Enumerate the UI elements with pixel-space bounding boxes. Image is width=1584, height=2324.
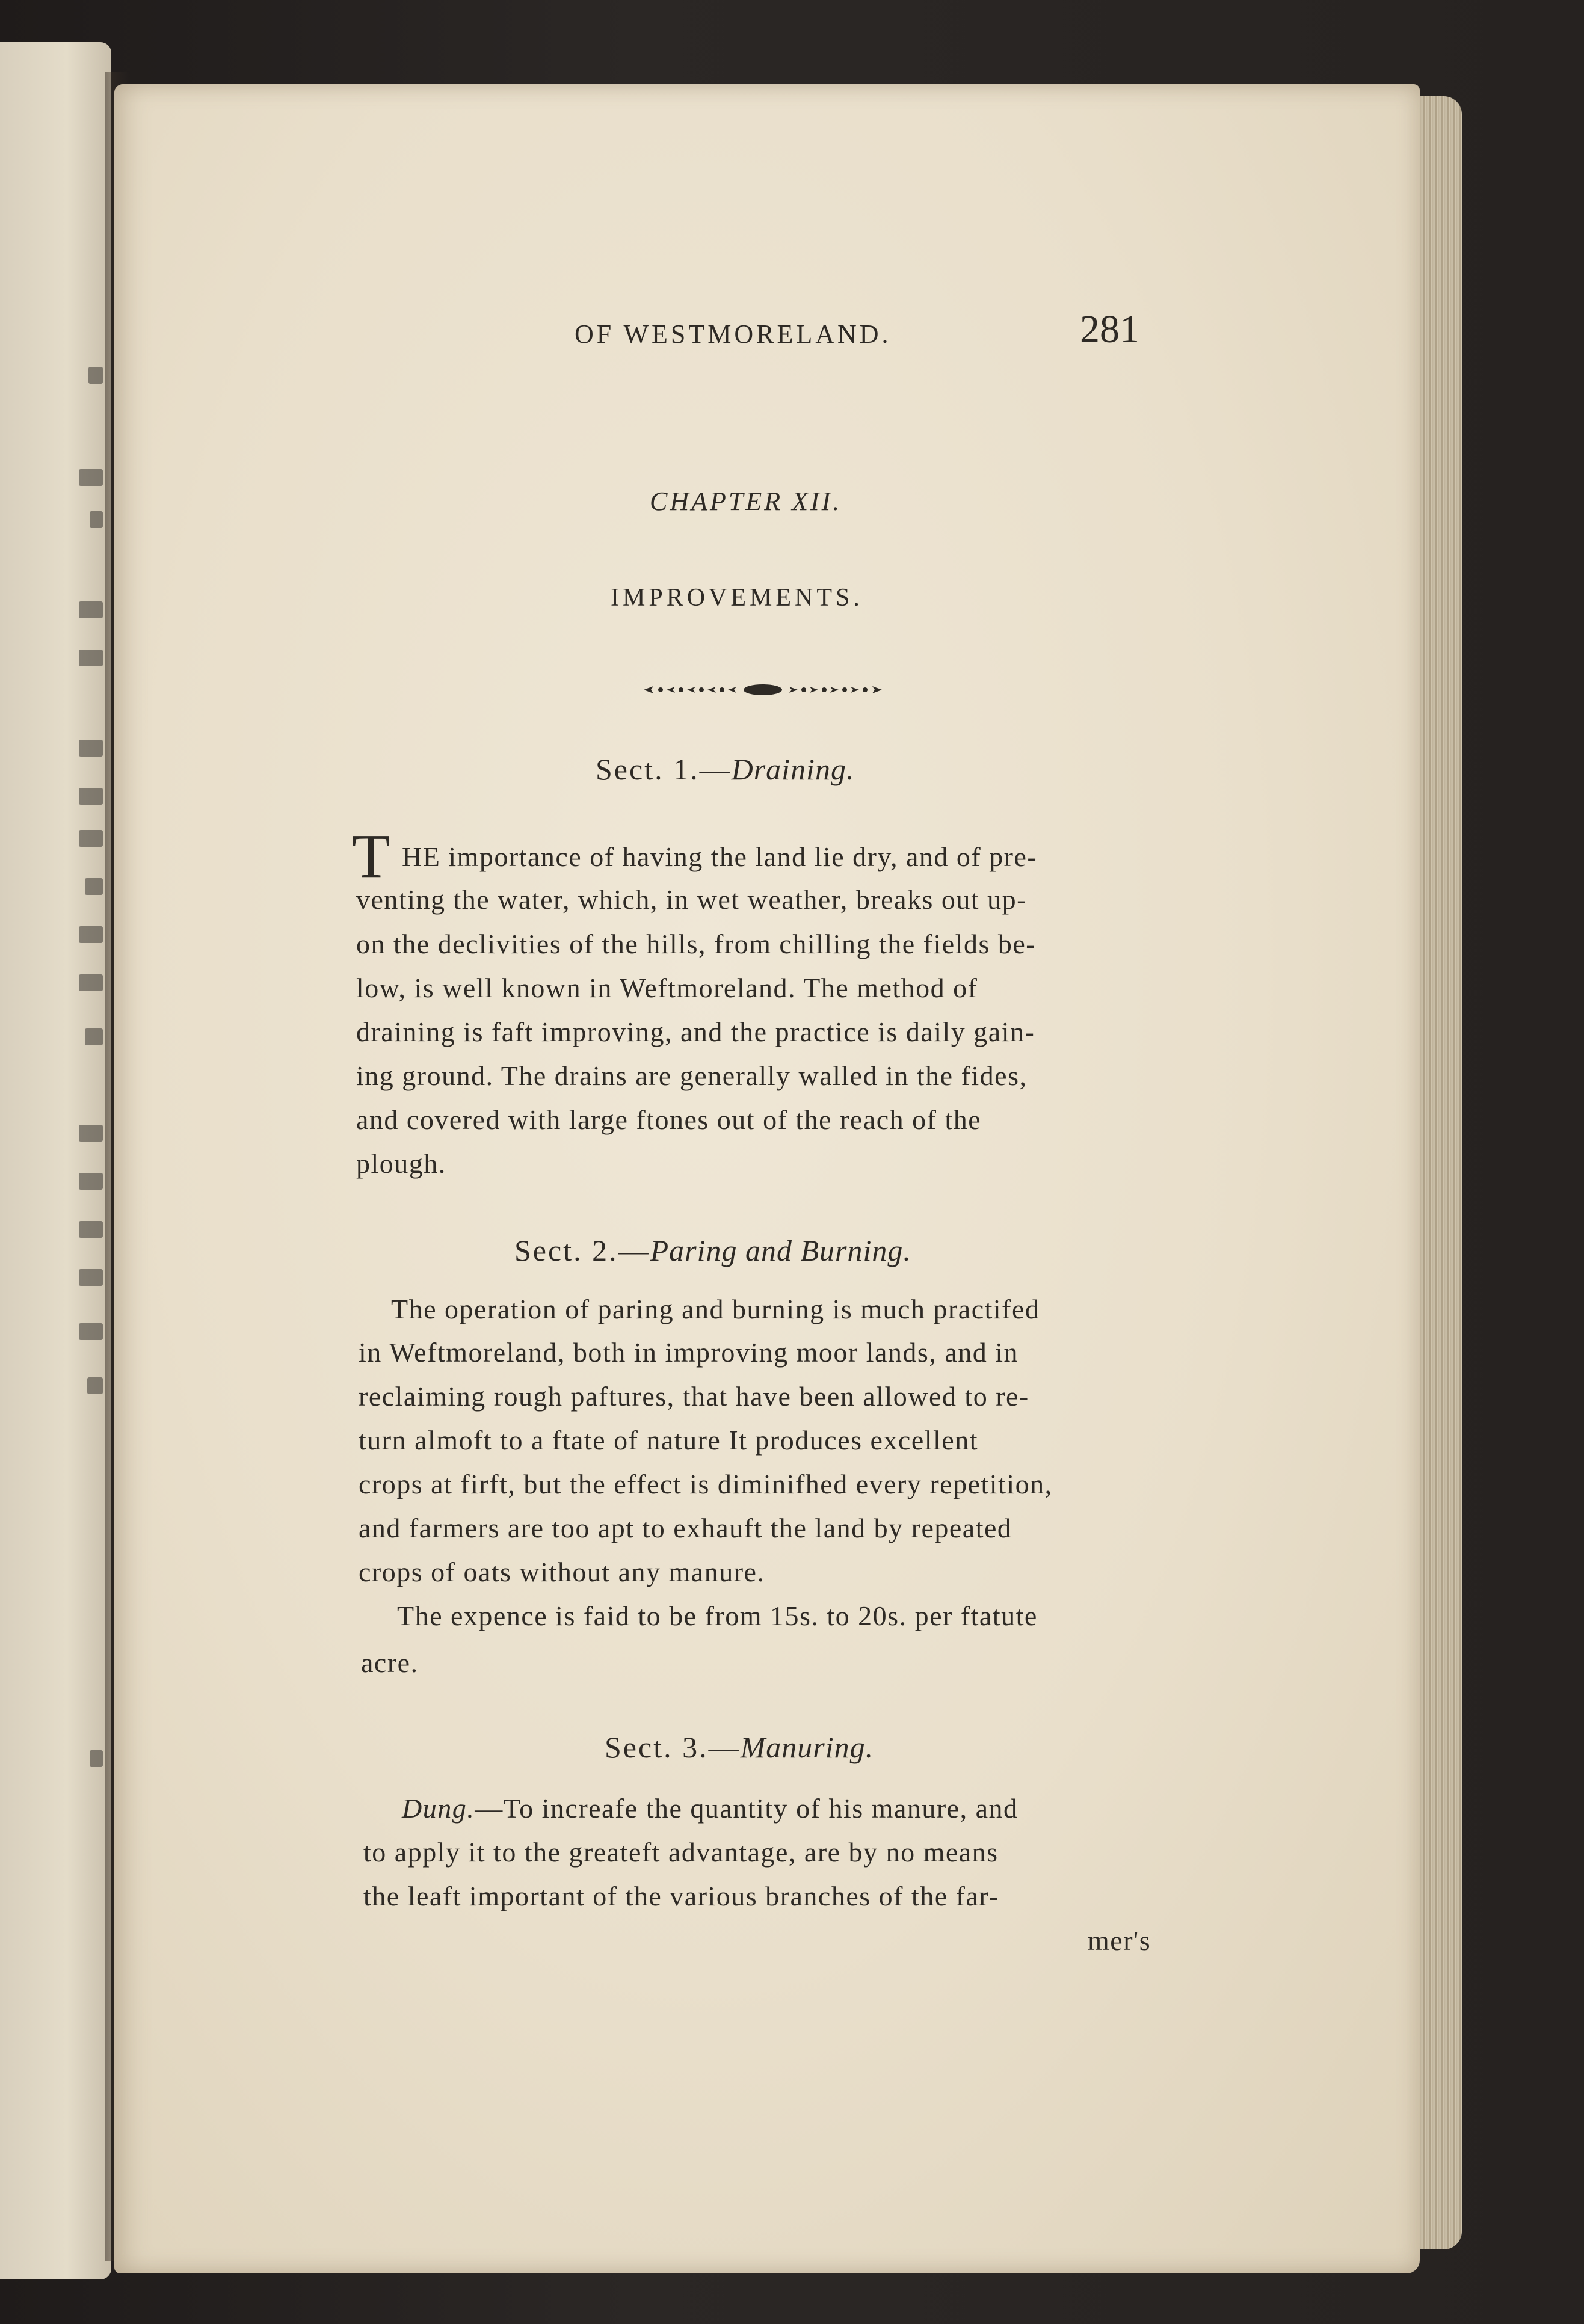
drop-cap: T (352, 822, 390, 891)
section-heading-prefix: Sect. 3.— (605, 1730, 741, 1764)
lead-word: Dung. (402, 1793, 475, 1824)
chapter-title: IMPROVEMENTS. (611, 584, 863, 612)
section-heading-title: Draining. (731, 752, 855, 786)
body-line: crops at firft, but the effect is diminifhed every repetition, (359, 1469, 1053, 1499)
section-heading-1 (596, 752, 854, 787)
body-line: and covered with large ftones out of the reach of the (356, 1104, 982, 1135)
body-line: in Weftmoreland, both in improving moor lands, and in (359, 1337, 1019, 1368)
body-line: The expence is faid to be from 15s. to 20s. per ftatute (397, 1600, 1038, 1631)
section-heading-title: Manuring. (740, 1730, 874, 1764)
page-number: 281 (1080, 307, 1139, 351)
section-heading-prefix: Sect. 1.— (596, 752, 732, 786)
body-line: the leaft important of the various branches of the far- (363, 1881, 999, 1911)
body-line: plough. (356, 1148, 446, 1179)
body-line: HE importance of having the land lie dry, and of pre- (402, 841, 1038, 872)
body-line: acre. (361, 1647, 419, 1678)
body-line: reclaiming rough paftures, that have been allowed to re- (359, 1381, 1029, 1412)
body-line: venting the water, which, in wet weather, breaks out up- (356, 884, 1027, 915)
running-head: OF WESTMORELAND. (575, 319, 892, 349)
section-heading-prefix: Sect. 2.— (514, 1234, 650, 1267)
body-line: ing ground. The drains are generally walled in the fides, (356, 1060, 1028, 1091)
body-line: turn almoft to a ftate of nature It produces excellent (359, 1425, 978, 1456)
body-line: and farmers are too apt to exhauft the land by repeated (359, 1513, 1012, 1543)
catchword: mer's (1088, 1925, 1151, 1956)
body-line: low, is well known in Weftmoreland. The method of (356, 973, 978, 1003)
body-line: on the declivities of the hills, from chilling the fields be- (356, 929, 1037, 959)
facing-page-edge (0, 42, 111, 2279)
section-heading-3 (605, 1730, 874, 1765)
book-page (114, 84, 1420, 2273)
body-line: to apply it to the greateft advantage, are by no means (363, 1837, 999, 1868)
section-heading-2 (514, 1233, 911, 1268)
body-line-text: —To increafe the quantity of his manure, and (475, 1793, 1019, 1824)
ornamental-rule-icon (643, 681, 883, 699)
body-line: crops of oats without any manure. (359, 1557, 765, 1587)
body-line: draining is faft improving, and the practice is daily gain- (356, 1016, 1035, 1047)
section-heading-title: Paring and Burning. (650, 1234, 911, 1267)
body-line (402, 1792, 1019, 1824)
body-line: The operation of paring and burning is much practifed (391, 1294, 1040, 1324)
chapter-heading: CHAPTER XII. (650, 487, 842, 516)
